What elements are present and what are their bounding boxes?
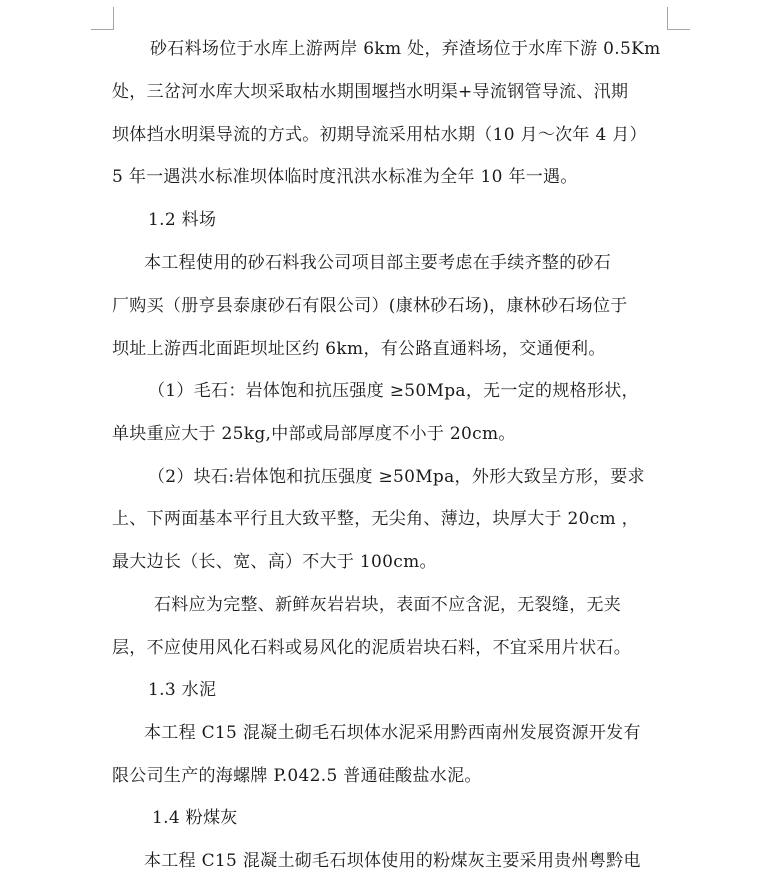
text-line: 单块重应大于 25kg,中部或局部厚度不小于 20cm。 — [112, 424, 516, 444]
section-heading: 1.3 水泥 — [148, 680, 217, 700]
text-line: 限公司生产的海螺牌 P.042.5 普通硅酸盐水泥。 — [112, 766, 482, 786]
text-line: 本工程使用的砂石料我公司项目部主要考虑在手续齐整的砂石 — [144, 253, 612, 273]
section-heading: 1.4 粉煤灰 — [152, 808, 238, 828]
text-line: 最大边长（长、宽、高）不大于 100cm。 — [112, 552, 437, 572]
text-line: （2）块石:岩体饱和抗压强度 ≥50Mpa，外形大致呈方形，要求 — [148, 467, 645, 487]
page-corner-mark-top-right — [667, 7, 690, 30]
text-line: 本工程 C15 混凝土砌毛石坝体使用的粉煤灰主要采用贵州粤黔电 — [144, 851, 641, 871]
text-line: 5 年一遇洪水标准坝体临时度汛洪水标准为全年 10 年一遇。 — [112, 167, 578, 187]
text-line: 上、下两面基本平行且大致平整，无尖角、薄边，块厚大于 20cm ， — [112, 509, 639, 529]
page-corner-mark-top-left — [91, 7, 114, 30]
text-line: 石料应为完整、新鲜灰岩岩块，表面不应含泥，无裂缝，无夹 — [154, 595, 622, 615]
text-line: 层，不应使用风化石料或易风化的泥质岩块石料，不宜采用片状石。 — [112, 638, 631, 658]
text-line: 本工程 C15 混凝土砌毛石坝体水泥采用黔西南州发展资源开发有 — [144, 723, 641, 743]
text-line: 坝体挡水明渠导流的方式。初期导流采用枯水期（10 月～次年 4 月） — [112, 125, 647, 145]
text-line: 处，三岔河水库大坝采取枯水期围堰挡水明渠+导流钢管导流、汛期 — [112, 82, 629, 102]
text-line: （1）毛石：岩体饱和抗压强度 ≥50Mpa，无一定的规格形状， — [148, 381, 639, 401]
text-line: 坝址上游西北面距坝址区约 6km，有公路直通料场，交通便利。 — [112, 339, 606, 359]
text-line: 砂石料场位于水库上游两岸 6km 处，弃渣场位于水库下游 0.5Km — [150, 39, 661, 59]
section-heading: 1.2 料场 — [148, 210, 217, 230]
text-line: 厂购买（册亨县泰康砂石有限公司）(康林砂石场)，康林砂石场位于 — [112, 296, 628, 316]
